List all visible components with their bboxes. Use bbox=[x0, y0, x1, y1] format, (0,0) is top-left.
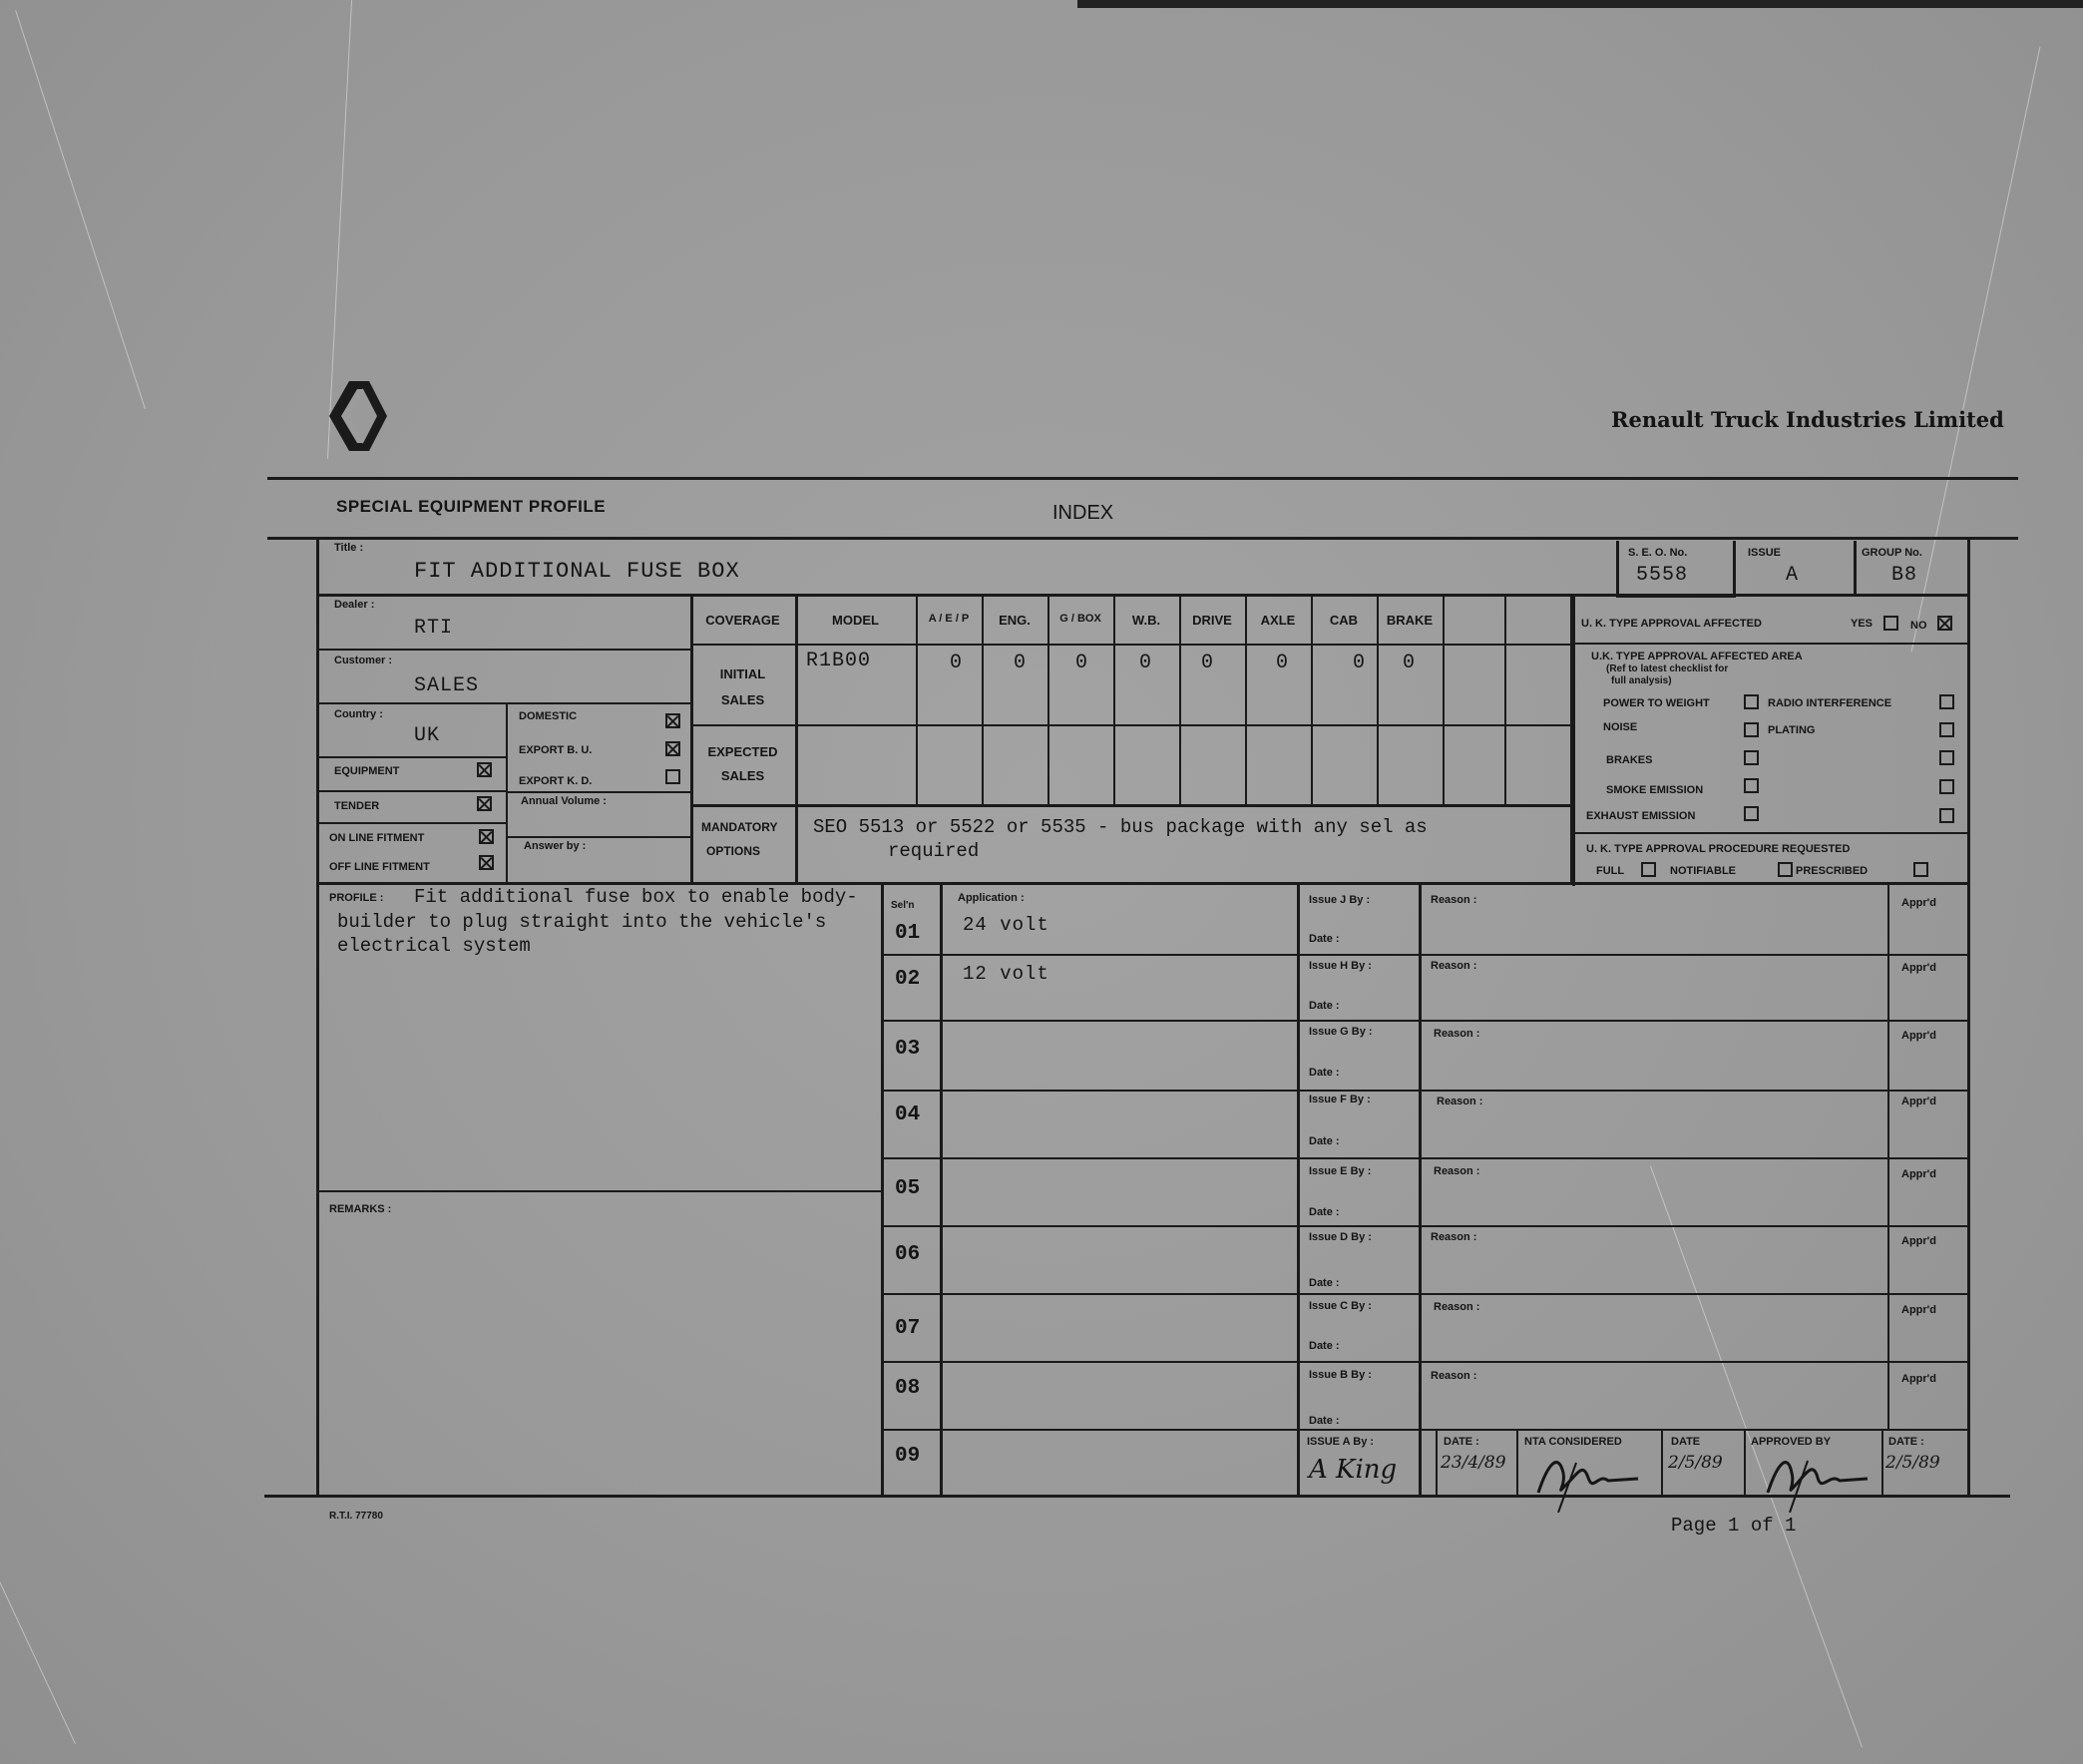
seo-label: S. E. O. No. bbox=[1628, 547, 1688, 559]
grid-col bbox=[1113, 597, 1115, 806]
initial-wb-value: 0 bbox=[1138, 652, 1151, 674]
profile-line-3: electrical system bbox=[337, 935, 531, 957]
scan-scratch bbox=[1911, 47, 2041, 653]
brakes-right-checkbox[interactable] bbox=[1939, 750, 1954, 765]
export-kd-checkbox[interactable] bbox=[665, 769, 680, 784]
issue-d-reason: Reason : bbox=[1431, 1231, 1477, 1243]
page-indicator: Page 1 of 1 bbox=[1671, 1515, 1797, 1537]
issue-row-line bbox=[1297, 954, 1969, 956]
issue-h-by: Issue H By : bbox=[1309, 960, 1372, 972]
initial-model-value: R1B00 bbox=[806, 650, 872, 672]
uk-area-sub-1: (Ref to latest checklist for bbox=[1606, 663, 1729, 674]
equipment-checkbox[interactable] bbox=[477, 762, 492, 777]
sel-number: 08 bbox=[895, 1377, 921, 1400]
sel-number: 03 bbox=[895, 1038, 921, 1061]
issue-value: A bbox=[1786, 564, 1800, 587]
grid-col bbox=[1377, 597, 1379, 806]
uk-block-left bbox=[1572, 597, 1575, 886]
signoff-col bbox=[1661, 1429, 1663, 1497]
issue-j-date: Date : bbox=[1309, 933, 1340, 945]
date-label-3: DATE : bbox=[1888, 1436, 1924, 1448]
header-aep: A / E / P bbox=[928, 613, 970, 625]
procedure-label: U. K. TYPE APPROVAL PROCEDURE REQUESTED bbox=[1586, 843, 1851, 855]
prescribed-label: PRESCRIBED bbox=[1796, 865, 1869, 877]
application-value: 24 volt bbox=[963, 914, 1049, 936]
issue-e-date: Date : bbox=[1309, 1206, 1340, 1218]
header-brake: BRAKE bbox=[1386, 613, 1434, 628]
prescribed-checkbox[interactable] bbox=[1913, 862, 1928, 877]
initial-aep-value: 0 bbox=[949, 652, 962, 674]
equipment-label: EQUIPMENT bbox=[334, 765, 400, 777]
issue-e-reason: Reason : bbox=[1434, 1165, 1480, 1177]
sel-number: 04 bbox=[895, 1103, 921, 1126]
brakes-checkbox[interactable] bbox=[1744, 750, 1759, 765]
yes-label: YES bbox=[1851, 618, 1874, 630]
dealer-label: Dealer : bbox=[334, 599, 375, 611]
issue-b-reason: Reason : bbox=[1431, 1370, 1477, 1382]
exhaust-emission-checkbox[interactable] bbox=[1744, 806, 1759, 821]
issue-g-approved: Appr'd bbox=[1901, 1030, 1936, 1042]
header-wb: W.B. bbox=[1131, 613, 1161, 628]
issue-f-reason: Reason : bbox=[1437, 1096, 1483, 1107]
notifiable-label: NOTIFIABLE bbox=[1670, 865, 1736, 877]
initial-sales-label-2: SALES bbox=[720, 692, 765, 707]
issue-b-approved: Appr'd bbox=[1901, 1373, 1936, 1385]
issue-row-line bbox=[1297, 1157, 1969, 1159]
initial-axle-value: 0 bbox=[1275, 652, 1288, 674]
seo-box-right bbox=[1733, 541, 1736, 597]
form-bottom-line bbox=[264, 1495, 2010, 1498]
header-model: MODEL bbox=[832, 613, 879, 628]
uk-affected-bottom bbox=[1572, 643, 1969, 645]
profile-line-2: builder to plug straight into the vehicle's bbox=[337, 911, 827, 933]
exhaust-emission-label: EXHAUST EMISSION bbox=[1586, 810, 1696, 822]
customer-value: SALES bbox=[414, 674, 480, 697]
app-row-line bbox=[881, 1361, 1299, 1363]
domestic-checkbox[interactable] bbox=[665, 713, 680, 728]
online-fitment-checkbox[interactable] bbox=[479, 829, 494, 844]
power-weight-checkbox[interactable] bbox=[1744, 694, 1759, 709]
customer-line bbox=[316, 702, 690, 704]
scan-scratch bbox=[15, 10, 146, 409]
signoff-col bbox=[1436, 1429, 1438, 1497]
application-label: Application : bbox=[958, 892, 1025, 904]
brakes-label: BRAKES bbox=[1606, 754, 1653, 766]
issue-c-reason: Reason : bbox=[1434, 1301, 1480, 1313]
signoff-col bbox=[1744, 1429, 1746, 1497]
issue-e-by: Issue E By : bbox=[1309, 1165, 1372, 1177]
issue-row-line bbox=[1297, 1090, 1969, 1092]
form-right-border bbox=[1967, 537, 1970, 1497]
grid-col bbox=[982, 597, 984, 806]
issue-f-date: Date : bbox=[1309, 1135, 1340, 1147]
initial-eng-value: 0 bbox=[1013, 652, 1026, 674]
issue-f-by: Issue F By : bbox=[1309, 1094, 1371, 1105]
issue-by-col-right bbox=[1419, 882, 1422, 1497]
plating-checkbox[interactable] bbox=[1939, 722, 1954, 737]
header-gbox: G / BOX bbox=[1059, 613, 1101, 625]
uk-area-sub-2: full analysis) bbox=[1611, 675, 1672, 686]
uk-affected-label: U. K. TYPE APPROVAL AFFECTED bbox=[1581, 618, 1762, 630]
export-kd-label: EXPORT K. D. bbox=[519, 775, 593, 787]
expected-sales-label-2: SALES bbox=[720, 768, 765, 783]
mandatory-line-2: required bbox=[888, 840, 980, 862]
coverage-left bbox=[690, 597, 693, 884]
coverage-label: COVERAGE bbox=[705, 613, 780, 628]
noise-label: NOISE bbox=[1603, 721, 1638, 733]
country-value: UK bbox=[414, 724, 441, 747]
issue-a-signature: A King bbox=[1309, 1455, 1398, 1485]
issue-c-approved: Appr'd bbox=[1901, 1304, 1936, 1316]
form-title: SPECIAL EQUIPMENT PROFILE bbox=[336, 497, 607, 516]
remarks-label: REMARKS : bbox=[329, 1203, 392, 1215]
app-row-line bbox=[881, 954, 1299, 956]
full-label: FULL bbox=[1596, 865, 1625, 877]
top-edge-band bbox=[1077, 0, 2083, 8]
title-row-bottom bbox=[316, 594, 1970, 597]
reason-col-right bbox=[1887, 882, 1889, 1429]
date-value-2: 2/5/89 bbox=[1668, 1453, 1723, 1473]
sel-number: 06 bbox=[895, 1243, 921, 1266]
app-row-line bbox=[881, 1020, 1299, 1022]
issue-j-reason: Reason : bbox=[1431, 894, 1477, 906]
title-label: Title : bbox=[334, 542, 364, 554]
expected-sales-label-1: EXPECTED bbox=[707, 744, 778, 759]
power-weight-label: POWER TO WEIGHT bbox=[1603, 697, 1710, 709]
issue-h-approved: Appr'd bbox=[1901, 962, 1936, 974]
sel-number: 05 bbox=[895, 1177, 921, 1200]
radio-interference-label: RADIO INTERFERENCE bbox=[1768, 697, 1892, 709]
grid-initial-bottom bbox=[690, 724, 1570, 726]
sel-number: 09 bbox=[895, 1445, 921, 1468]
grid-col bbox=[1047, 597, 1049, 806]
notifiable-checkbox[interactable] bbox=[1778, 862, 1793, 877]
form-top-line bbox=[267, 477, 2018, 480]
company-name: Renault Truck Industries Limited bbox=[1611, 407, 2004, 432]
equipment-line bbox=[316, 790, 506, 792]
profile-top-line bbox=[316, 882, 1970, 885]
annual-volume-label: Annual Volume : bbox=[521, 795, 607, 807]
header-eng: ENG. bbox=[999, 613, 1031, 628]
answer-by-top bbox=[506, 836, 690, 838]
issue-e-approved: Appr'd bbox=[1901, 1168, 1936, 1180]
issue-row-line bbox=[1297, 1293, 1969, 1295]
issue-f-approved: Appr'd bbox=[1901, 1096, 1936, 1107]
signoff-col bbox=[1881, 1429, 1883, 1497]
mandatory-label-col bbox=[795, 804, 797, 884]
sel-col-right bbox=[940, 882, 943, 1497]
initial-sales-label-1: INITIAL bbox=[719, 666, 766, 681]
issue-h-date: Date : bbox=[1309, 1000, 1340, 1012]
issue-box-right bbox=[1854, 541, 1857, 597]
grid-header-bottom bbox=[690, 644, 1570, 646]
tender-line bbox=[316, 822, 506, 824]
country-line bbox=[316, 756, 506, 758]
signoff-col bbox=[1516, 1429, 1518, 1497]
issue-g-reason: Reason : bbox=[1434, 1028, 1480, 1040]
plating-label: PLATING bbox=[1768, 724, 1816, 736]
issue-d-approved: Appr'd bbox=[1901, 1235, 1936, 1247]
header-cab: CAB bbox=[1329, 613, 1359, 628]
yes-checkbox[interactable] bbox=[1883, 616, 1898, 631]
initial-gbox-value: 0 bbox=[1074, 652, 1087, 674]
renault-logo-icon bbox=[327, 379, 389, 453]
online-fitment-label: ON LINE FITMENT bbox=[329, 832, 425, 844]
initial-cab-value: 0 bbox=[1352, 652, 1365, 674]
issue-c-date: Date : bbox=[1309, 1340, 1340, 1352]
grid-col bbox=[1245, 597, 1247, 806]
group-label: GROUP No. bbox=[1862, 547, 1922, 559]
form-header-line bbox=[267, 537, 2018, 540]
grid-col bbox=[1443, 597, 1445, 806]
dealer-line bbox=[316, 649, 690, 651]
grid-expected-bottom bbox=[690, 804, 1570, 807]
issue-row-line bbox=[1297, 1225, 1969, 1227]
nta-considered-label: NTA CONSIDERED bbox=[1524, 1436, 1622, 1448]
title-value: FIT ADDITIONAL FUSE BOX bbox=[414, 559, 740, 584]
offline-fitment-label: OFF LINE FITMENT bbox=[329, 861, 430, 873]
sel-col-left bbox=[881, 882, 884, 1497]
issue-row-line bbox=[1297, 1429, 1969, 1431]
issue-j-by: Issue J By : bbox=[1309, 894, 1371, 906]
mandatory-label-2: OPTIONS bbox=[706, 844, 761, 858]
profile-label: PROFILE : bbox=[329, 892, 384, 904]
customer-label: Customer : bbox=[334, 655, 393, 666]
radio-interference-checkbox[interactable] bbox=[1939, 694, 1954, 709]
date-value-1: 23/4/89 bbox=[1441, 1453, 1506, 1473]
initial-brake-value: 0 bbox=[1402, 652, 1415, 674]
mandatory-line-1: SEO 5513 or 5522 or 5535 - bus package with any sel as bbox=[813, 816, 1428, 838]
answer-by-label: Answer by : bbox=[524, 840, 587, 852]
no-label: NO bbox=[1910, 620, 1927, 632]
grid-col bbox=[1504, 597, 1506, 806]
exhaust-right-checkbox[interactable] bbox=[1939, 808, 1954, 823]
date-label-1: DATE : bbox=[1444, 1436, 1479, 1448]
smoke-emission-checkbox[interactable] bbox=[1744, 778, 1759, 793]
export-bu-checkbox[interactable] bbox=[665, 741, 680, 756]
application-value: 12 volt bbox=[963, 963, 1049, 985]
issue-d-date: Date : bbox=[1309, 1277, 1340, 1289]
date-label-2: DATE bbox=[1671, 1436, 1701, 1448]
app-row-line bbox=[881, 1157, 1299, 1159]
issue-row-line bbox=[1297, 1361, 1969, 1363]
smoke-right-checkbox[interactable] bbox=[1939, 779, 1954, 794]
index-label: INDEX bbox=[1052, 502, 1114, 524]
smoke-emission-label: SMOKE EMISSION bbox=[1606, 784, 1704, 796]
header-axle: AXLE bbox=[1260, 613, 1296, 628]
issue-h-reason: Reason : bbox=[1431, 960, 1477, 972]
tender-checkbox[interactable] bbox=[477, 796, 492, 811]
sel-number: 07 bbox=[895, 1317, 921, 1340]
sel-number: 02 bbox=[895, 968, 921, 991]
date-value-3: 2/5/89 bbox=[1885, 1453, 1940, 1473]
sel-number: 01 bbox=[895, 922, 921, 945]
initial-drive-value: 0 bbox=[1200, 652, 1213, 674]
issue-d-by: Issue D By : bbox=[1309, 1231, 1372, 1243]
uk-area-bottom bbox=[1572, 832, 1969, 834]
country-label: Country : bbox=[334, 708, 383, 720]
issue-g-by: Issue G By : bbox=[1309, 1026, 1373, 1038]
approver-signature-icon bbox=[1756, 1443, 1875, 1513]
form-left-border bbox=[316, 537, 319, 1497]
nta-signature-icon bbox=[1528, 1443, 1648, 1513]
annual-volume-top bbox=[506, 791, 690, 793]
no-checkbox[interactable] bbox=[1937, 616, 1952, 631]
app-row-line bbox=[881, 1293, 1299, 1295]
form-reference: R.T.I. 77780 bbox=[329, 1511, 383, 1522]
export-bu-label: EXPORT B. U. bbox=[519, 744, 593, 756]
domestic-label: DOMESTIC bbox=[519, 710, 578, 722]
header-drive: DRIVE bbox=[1192, 613, 1232, 628]
grid-col bbox=[1179, 597, 1181, 806]
remarks-top-line bbox=[316, 1190, 882, 1192]
profile-line-1: Fit additional fuse box to enable body- bbox=[414, 886, 858, 908]
issue-j-approved: Appr'd bbox=[1901, 897, 1936, 909]
issue-b-by: Issue B By : bbox=[1309, 1369, 1372, 1381]
seo-box-left bbox=[1616, 541, 1619, 597]
sel-label: Sel'n bbox=[891, 900, 915, 911]
app-row-line bbox=[881, 1429, 1299, 1431]
app-row-line bbox=[881, 1225, 1299, 1227]
tender-label: TENDER bbox=[334, 800, 380, 812]
dealer-value: RTI bbox=[414, 617, 454, 640]
issue-g-date: Date : bbox=[1309, 1067, 1340, 1079]
app-row-line bbox=[881, 1090, 1299, 1092]
issue-label: ISSUE bbox=[1748, 547, 1782, 559]
issue-c-by: Issue C By : bbox=[1309, 1300, 1372, 1312]
scan-scratch bbox=[0, 1509, 76, 1744]
grid-col bbox=[1311, 597, 1313, 806]
issue-a-label: ISSUE A By : bbox=[1307, 1436, 1375, 1448]
approved-by-label: APPROVED BY bbox=[1751, 1436, 1832, 1448]
issue-b-date: Date : bbox=[1309, 1415, 1340, 1427]
offline-fitment-checkbox[interactable] bbox=[479, 855, 494, 870]
group-value: B8 bbox=[1891, 564, 1918, 587]
noise-checkbox[interactable] bbox=[1744, 722, 1759, 737]
grid-col bbox=[916, 597, 918, 806]
uk-area-label: U.K. TYPE APPROVAL AFFECTED AREA bbox=[1591, 651, 1803, 662]
application-col-right bbox=[1297, 882, 1300, 1497]
full-checkbox[interactable] bbox=[1641, 862, 1656, 877]
seo-value: 5558 bbox=[1636, 564, 1689, 587]
issue-row-line bbox=[1297, 1020, 1969, 1022]
mandatory-label-1: MANDATORY bbox=[701, 820, 778, 834]
